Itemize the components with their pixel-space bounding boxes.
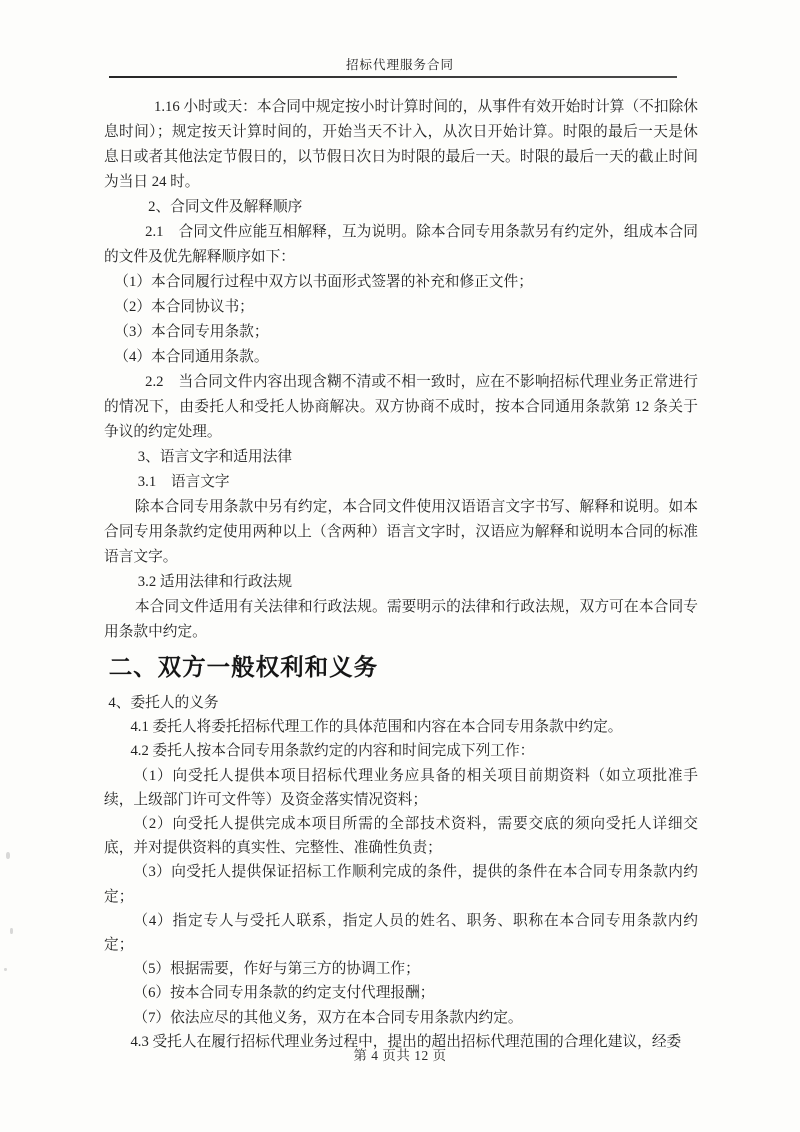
section-obligations [104,691,698,1054]
clause-2-1: 2.1 合同文件应能互相解释，互为说明。除本合同专用条款另有约定外，组成本合同的文件及优先解释顺序如下： [104,224,698,265]
clause-4-3: 4.3 受托人在履行招标代理业务过程中，提出的超出招标代理范围的合理化建议，经委 [130,1033,682,1050]
list-item: （1）本合同履行过程中双方以书面形式签署的补充和修正文件； [114,274,533,290]
page-footer [0,1044,800,1064]
page-header-title: 招标代理服务合同 [345,58,454,72]
section-general-provisions [104,95,698,645]
clause-3-2-body: 本合同文件适用有关法律和行政法规。需要明示的法律和行政法规，双方可在本合同专用条款中约定。 [104,599,698,640]
list-item: （4）本合同通用条款。 [114,349,269,365]
scan-speck [6,852,10,859]
heading-clause-4: 4、委托人的义务 [108,695,219,711]
scan-speck [4,968,7,971]
header-rule [109,76,677,78]
scan-speck [10,928,13,934]
page-number: 第 4 页共 12 页 [353,1048,447,1063]
list-item: （7）依法应尽的其他义务，双方在本合同专用条款内约定。 [133,1009,523,1026]
clause-4-1: 4.1 委托人将委托招标代理工作的具体范围和内容在本合同专用条款中约定。 [130,719,623,736]
list-item: （3）本合同专用条款； [114,324,269,340]
list-item: （4）指定专人与受托人联系，指定人员的姓名、职务、职称在本合同专用条款内约定； [104,912,698,954]
list-item: （6）按本合同专用条款的约定支付代理报酬； [133,985,435,1002]
page-header [0,0,800,74]
list-item: （2）本合同协议书； [114,299,254,315]
heading-clause-3: 3、语言文字和适用法律 [137,449,293,465]
clause-3-1-title: 3.1 语言文字 [137,474,230,490]
clause-3-1-body: 除本合同专用条款中另有约定，本合同文件使用汉语语言文字书写、解释和说明。如本合同专用条款约定使用两种以上（含两种）语言文字时，汉语应为解释和说明本合同的标准语言文字。 [104,499,698,565]
document-body [104,95,698,1054]
clause-4-2: 4.2 委托人按本合同专用条款约定的内容和时间完成下列工作： [130,743,535,760]
list-item: （2）向受托人提供完成本项目所需的全部技术资料，需要交底的须向受托人详细交底，并对提供资料的真实性、完整性、准确性负责； [104,816,698,857]
list-item: （3）向受托人提供保证招标工作顺利完成的条件，提供的条件在本合同专用条款内约定； [104,864,698,905]
clause-2-2: 2.2 当合同文件内容出现含糊不清或不相一致时，应在不影响招标代理业务正常进行的情况下，由委托人和受托人协商解决。双方协商不成时，按本合同通用条款第 12 条关于争议的约定处理。 [104,374,698,440]
part-2-heading: 二、双方一般权利和义务 [108,655,379,681]
clause-1-16: 1.16 小时或天：本合同中规定按小时计算时间的，从事件有效开始时计算（不扣除休息时间）；规定按天计算时间的，开始当天不计入，从次日开始计算。时限的最后一天是休息日或者其他法定节假日的，以节假日次日为时限的最后一天。时限的最后一天的截止时间为当日 24 时。 [104,99,698,190]
heading-clause-2: 2、合同文件及解释顺序 [148,199,303,215]
list-item: （5）根据需要，作好与第三方的协调工作； [133,961,420,978]
list-item: （1）向受托人提供本项目招标代理业务应具备的相关项目前期资料（如立项批准手续，上级部门许可文件等）及资金落实情况资料； [104,767,698,808]
clause-3-2-title: 3.2 适用法律和行政法规 [137,574,293,590]
